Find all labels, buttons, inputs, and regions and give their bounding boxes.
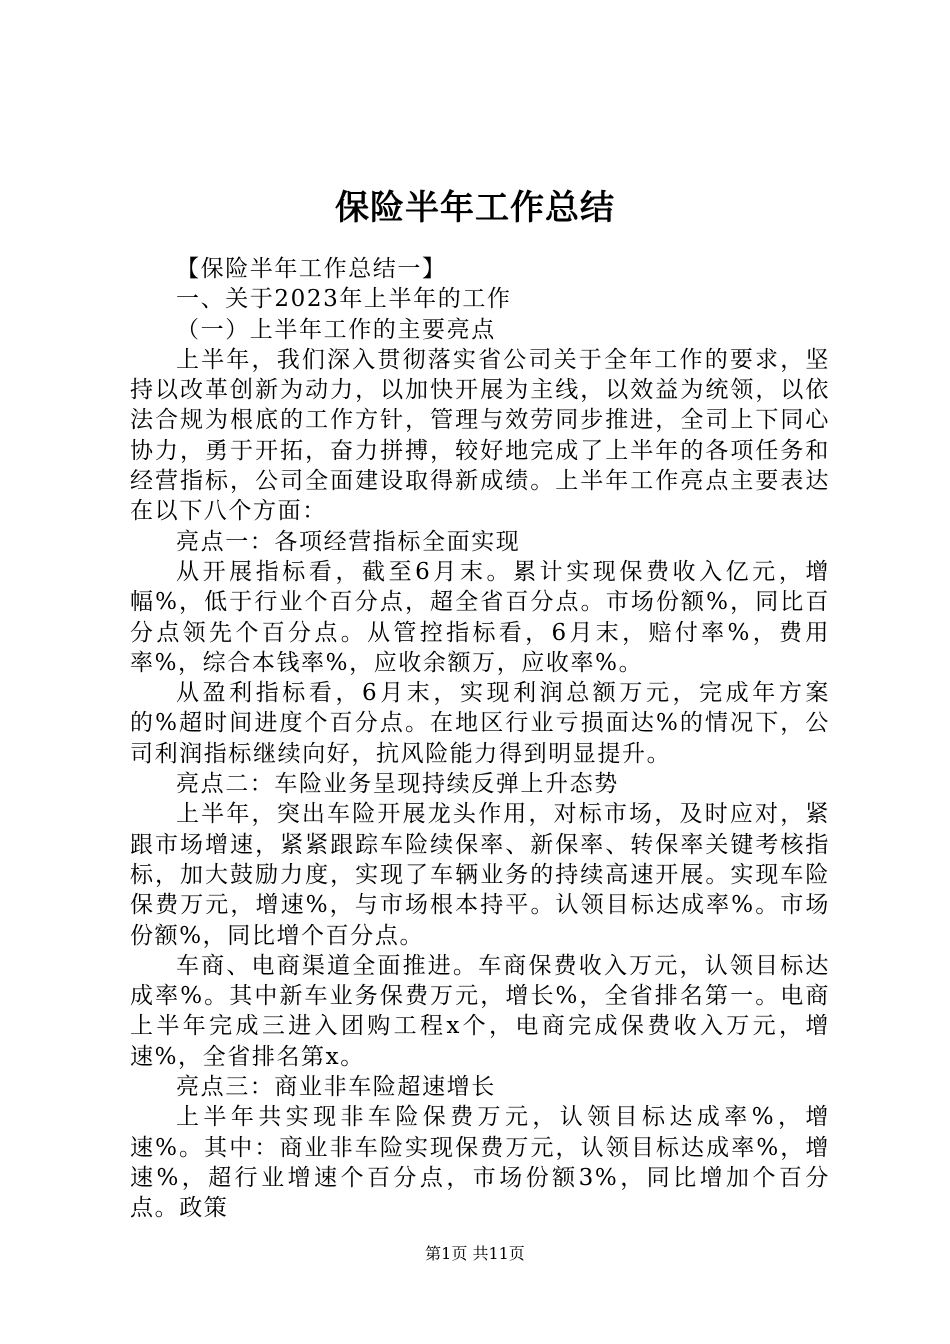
body-paragraph: 上半年，突出车险开展龙头作用，对标市场，及时应对，紧跟市场增速，紧紧跟踪车险续保率、新保率、转保率关键考核指标，加大鼓励力度，实现了车辆业务的持续高速开展。实现车险保费万元，增速%，与市场根本持平。认领目标达成率%。市场份额%，同比增个百分点。	[130, 801, 830, 949]
body-paragraph: 上半年，我们深入贯彻落实省公司关于全年工作的要求，坚持以改革创新为动力，以加快开展为主线，以效益为统领，以依法合规为根底的工作方针，管理与效劳同步推进，全司上下同心协力，勇于开拓，奋力拼搏，较好地完成了上半年的各项任务和经营指标，公司全面建设取得新成绩。上半年工作亮点主要表达在以下八个方面：	[130, 346, 830, 525]
body-paragraph: 从盈利指标看，6月末，实现利润总额万元，完成年方案的%超时间进度个百分点。在地区行业亏损面达%的情况下，公司利润指标继续向好，抗风险能力得到明显提升。	[130, 680, 830, 767]
body-paragraph: 从开展指标看，截至6月末。累计实现保费收入亿元，增幅%，低于行业个百分点，超全省百分点。市场份额%，同比百分点领先个百分点。从管控指标看，6月末，赔付率%，费用率%，综合本钱率%，应收余额万，应收率%。	[130, 558, 830, 676]
heading-level-1: 一、关于2023年上半年的工作	[176, 286, 512, 313]
document-title: 保险半年工作总结	[335, 188, 615, 228]
document-body	[130, 254, 830, 1224]
page-number: 第1页 共11页	[425, 1244, 525, 1263]
section-header: 【保险半年工作总结一】	[176, 256, 447, 282]
body-paragraph: 车商、电商渠道全面推进。车商保费收入万元，认领目标达成率%。其中新车业务保费万元，增长%，全省排名第一。电商上半年完成三进入团购工程x个，电商完成保费收入万元，增速%，全省排名第x。	[130, 952, 830, 1070]
highlight-heading: 亮点二：车险业务呈现持续反弹上升态势	[176, 771, 619, 798]
body-paragraph: 上半年共实现非车险保费万元，认领目标达成率%，增速%。其中：商业非车险实现保费万元，认领目标达成率%，增速%，超行业增速个百分点，市场份额3%，同比增加个百分点。政策	[130, 1104, 830, 1222]
highlight-heading: 亮点三：商业非车险超速增长	[176, 1074, 496, 1101]
heading-level-2: （一）上半年工作的主要亮点	[176, 316, 496, 343]
highlight-heading: 亮点一：各项经营指标全面实现	[176, 528, 521, 555]
